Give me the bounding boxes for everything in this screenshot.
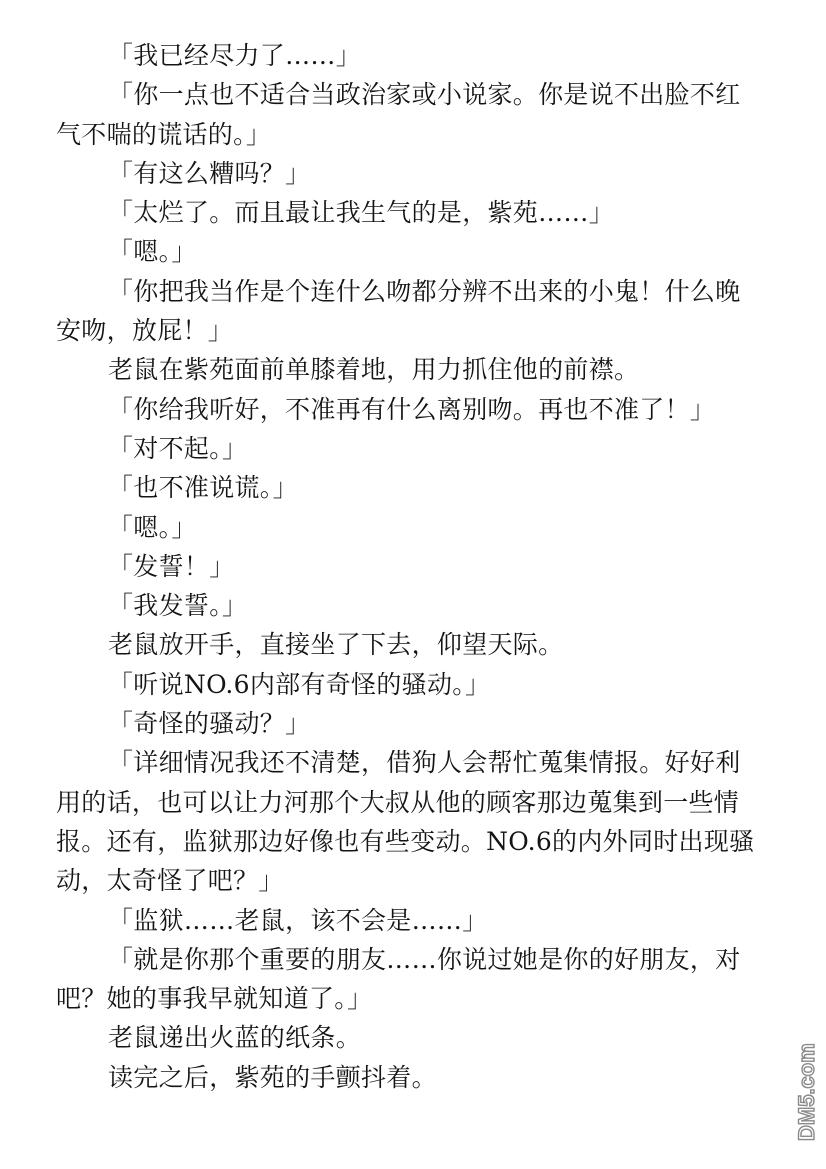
paragraph: 「你给我听好，不准再有什么离别吻。再也不准了！」 [108, 394, 716, 424]
paragraph: 读完之后，紫苑的手颤抖着。 [108, 1062, 437, 1092]
paragraph: 「我已经尽力了……」 [108, 41, 362, 70]
paragraph: 老鼠递出火蓝的纸条。 [108, 1023, 362, 1053]
dm5-watermark-logo [790, 1033, 820, 1143]
paragraph: 老鼠放开手，直接坐了下去，仰望天际。 [108, 630, 564, 660]
paragraph: 「有这么糟吗？」 [108, 158, 311, 188]
watermark-text: DM5.com [794, 1043, 819, 1141]
paragraph: 「嗯。」 [108, 512, 197, 542]
paragraph: 「监狱……老鼠，该不会是……」 [108, 905, 488, 935]
paragraph: 「听说NO.6内部有奇怪的骚动。」 [108, 669, 491, 699]
paragraph: 「发誓！」 [108, 551, 235, 581]
text-body [56, 36, 756, 1097]
paragraph: 「太烂了。而且最让我生气的是，紫苑……」 [108, 198, 615, 228]
paragraph: 「嗯。」 [108, 237, 197, 267]
paragraph: 「也不准说谎。」 [108, 473, 298, 503]
paragraph: 「我发誓。」 [108, 591, 248, 621]
paragraph: 「详细情况我还不清楚，借狗人会帮忙蒐集情报。好好利用的话，也可以让力河那个大叔从他的顾客那边蒐集到一些情报。还有，监狱那边好像也有些变动。NO.6的内外同时出现骚动，太奇怪了吧？」 [56, 748, 755, 896]
paragraph: 「奇怪的骚动？」 [108, 709, 311, 739]
paragraph: 老鼠在紫苑面前单膝着地，用力抓住他的前襟。 [108, 355, 640, 385]
paragraph: 「对不起。」 [108, 433, 248, 463]
paragraph: 「你一点也不适合当政治家或小说家。你是说不出脸不红气不喘的谎话的。」 [56, 80, 741, 149]
paragraph: 「你把我当作是个连什么吻都分辨不出来的小鬼！什么晚安吻，放屁！」 [56, 276, 741, 346]
paragraph: 「就是你那个重要的朋友……你说过她是你的好朋友，对吧？她的事我早就知道了。」 [56, 944, 741, 1014]
